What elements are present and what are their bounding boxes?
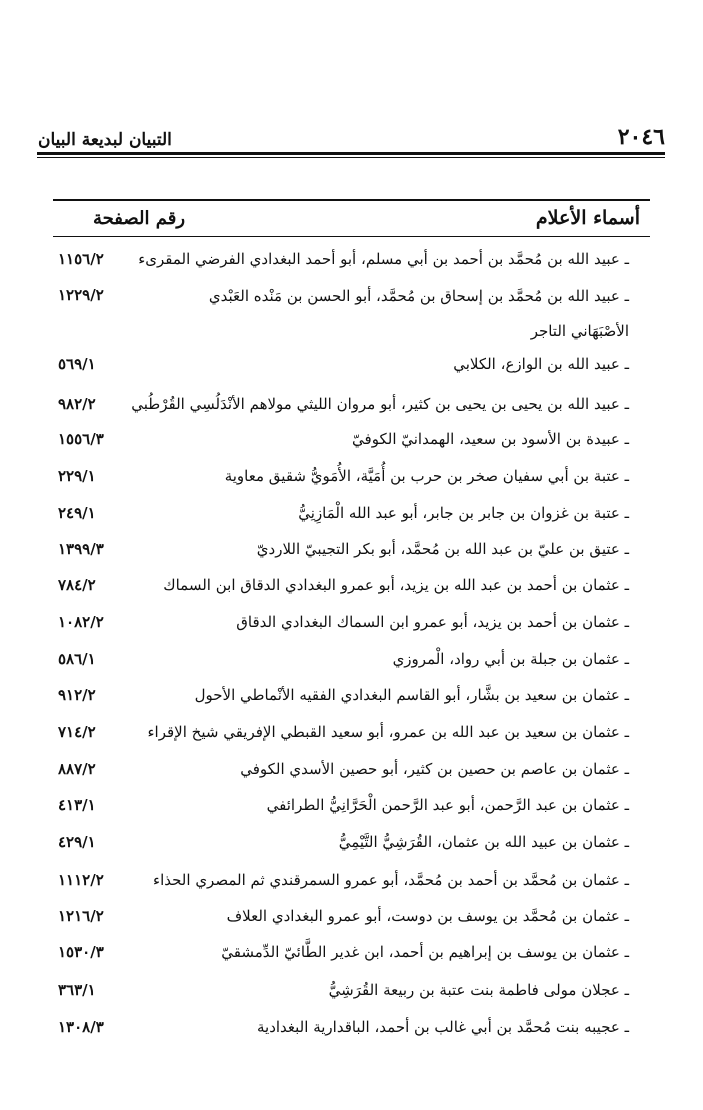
entry-name: ـ عتبة بن أبي سفيان صخر بن حرب بن أُمَيَّة، الأُمَويُّ شقيق معاوية [224,467,629,485]
entry-page: ١٢١٦/٢ [58,907,104,925]
entry-page: ١٥٣٠/٣ [58,943,104,961]
entry-page: ١٣٩٩/٣ [58,540,104,558]
entry-name: ـ عثمان بن مُحمَّد بن يوسف بن دوست، أبو عمرو البغدادي العلاف [226,907,629,925]
entry-page: ٩١٢/٢ [58,686,96,704]
entry-name: ـ عبيدة بن الأسود بن سعيد، الهمدانيّ الكوفيّ [352,430,629,448]
entry-name: ـ عثمان بن عاصم بن حصين بن كثير، أبو حصين الأسدي الكوفي [240,760,629,778]
entry-page: ١١٥٦/٢ [58,250,104,268]
entry-page: ١٥٥٦/٣ [58,430,104,448]
entry-name: ـ عجلان مولى فاطمة بنت عتبة بن ربيعة القُرَشِيُّ [328,981,629,999]
book-title: التبيان لبديعة البيان [38,130,172,150]
entry-name: ـ عتيق بن عليّ بن عبد الله بن مُحمَّد، أبو بكر التجيبيّ اللارديّ [256,540,629,558]
entry-page: ٧١٤/٢ [58,723,96,741]
entry-page: ٣٦٣/١ [58,981,96,999]
entry-page: ١١١٢/٢ [58,871,104,889]
entry-name: ـ عثمان بن أحمد بن يزيد، أبو عمرو ابن السماك البغدادي الدقاق [236,613,629,631]
entry-page: ٢٤٩/١ [58,504,96,522]
entry-name: ـ عجيبه بنت مُحمَّد بن أبي غالب بن أحمد، الباقدارية البغدادية [256,1018,629,1036]
entry-name: ـ عثمان بن مُحمَّد بن أحمد بن مُحمَّد، أبو عمرو السمرقندي ثم المصري الحذاء [153,871,629,889]
entry-page: ٢٢٩/١ [58,467,96,485]
entry-page: ٧٨٤/٢ [58,576,96,594]
entry-name: ـ عبيد الله بن الوازع، الكلابي [453,355,629,373]
entry-page: ٥٦٩/١ [58,355,96,373]
entry-name: ـ عتبة بن غزوان بن جابر بن جابر، أبو عبد الله الْمَازِنِيُّ [298,504,629,522]
entry-page: ١٣٠٨/٣ [58,1018,104,1036]
page-number: ٢٠٤٦ [617,124,665,150]
entry-name: ـ عثمان بن سعيد بن بشَّار، أبو القاسم البغدادي الفقيه الأنْماطي الأحول [194,686,629,704]
column-header-names: أسماء الأعلام [535,207,640,229]
entry-name: ـ عثمان بن أحمد بن عبد الله بن يزيد، أبو عمرو البغدادي الدقاق ابن السماك [163,576,629,594]
entry-page: ٤١٣/١ [58,796,96,814]
entry-page: ٩٨٢/٢ [58,395,96,413]
entry-page: ١٢٢٩/٢ [58,286,104,304]
entry-page: ٨٨٧/٢ [58,760,96,778]
entry-name: ـ عثمان بن يوسف بن إبراهيم بن أحمد، ابن غدير الطَّائيّ الدِّمشقيّ [221,943,629,961]
entry-name: ـ عبيد الله بن مُحمَّد بن إسحاق بن مُحمَّد، أبو الحسن بن مَنْده العَبْدي الأصْبَهَاني التاجر [208,287,629,340]
entry-name: ـ عثمان بن عبد الرَّحمن، أبو عبد الرَّحمن الْحَرَّانِيُّ الطرائفي [266,796,629,814]
entry-page: ٤٢٩/١ [58,833,96,851]
entry-name: ـ عثمان بن جبلة بن أبي رواد، الْمروزي [392,650,629,668]
entry-name: ـ عثمان بن سعيد بن عبد الله بن عمرو، أبو سعيد القبطي الإفريقي شيخ الإقراء [147,723,629,741]
entry-name: ـ عبيد الله بن يحيى بن يحيى بن كثير، أبو مروان الليثي مولاهم الأنْدَلُسِي القُرْطُبي [131,395,629,413]
entry-page: ١٠٨٢/٢ [58,613,104,631]
column-header-pages: رقم الصفحة [93,207,186,229]
entry-name: ـ عبيد الله بن مُحمَّد بن أحمد بن أبي مسلم، أبو أحمد البغدادي الفرضي المقرىء [138,250,629,268]
entry-page: ٥٨٦/١ [58,650,96,668]
entry-name: ـ عثمان بن عبيد الله بن عثمان، القُرَشِيُّ التَّيْمِيُّ [338,833,629,851]
